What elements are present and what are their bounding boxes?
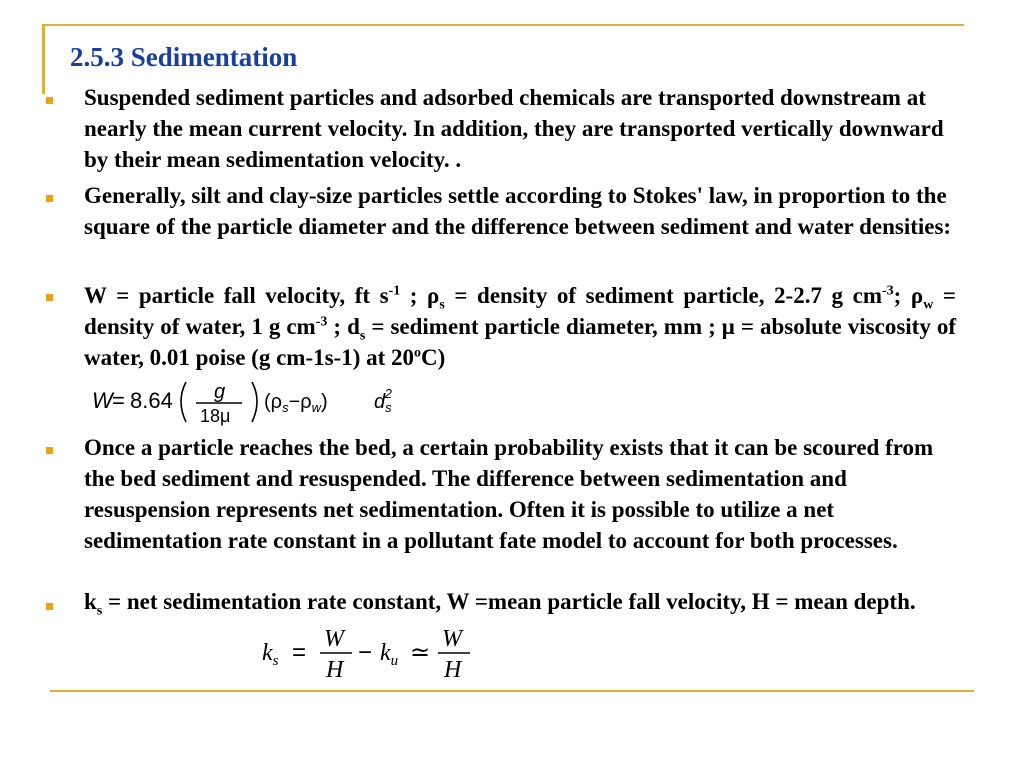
accent-line-left xyxy=(42,24,45,94)
bullet-marker xyxy=(46,603,53,610)
svg-text:W: W xyxy=(324,626,344,652)
svg-text:H: H xyxy=(444,657,462,683)
bullet-text-5: $k_s$ = net sedimentation rate constant, W =mean particle fall velocity, H = mean depth. xyxy=(84,589,916,619)
svg-text:≃: ≃ xyxy=(410,639,431,666)
formula-coefficient: 8.64 xyxy=(130,388,173,413)
formula-equals: = xyxy=(112,388,125,413)
slide-title: 2.5.3 Sedimentation xyxy=(70,42,298,72)
accent-line-top xyxy=(42,24,964,26)
bullet-text-3: W = particle fall velocity, ft $s^{-1}$ ; $\rho_s$ = density of sediment particle, 2-2.7 g $cm^{-3}$; $\rho_w$ = density of water, 1 g $cm^{-3}$ ; $d_s$ = sediment particle diameter, mm ; μ = absolute viscosity of water, 0.01 poise (g cm-1s-1) at 20$^o$C) xyxy=(84,283,957,370)
paren-left xyxy=(181,382,186,422)
formula-diameter: $d_s2$ xyxy=(374,386,392,415)
svg-text:ks: $k_s$ xyxy=(262,640,279,669)
bullet-text-1: Suspended sediment particles and adsorbed chemicals are transported downstream at nearly the mean current velocity. In addition, they are transported vertically downward by their mean sedimentation velocity. . xyxy=(84,85,944,172)
svg-text:(ρs−ρw): $(\rho_s-\rho_w)$ xyxy=(264,391,328,415)
stokes-law-formula xyxy=(92,376,412,432)
bullet-marker xyxy=(46,447,53,454)
svg-text:W: W xyxy=(442,626,462,652)
bullet-text-4: Once a particle reaches the bed, a certain probability exists that it can be scoured from the bed sediment and resuspended. The difference between sedimentation and resuspension represents net sedimentation. Often it is possible to utilize a net sedimentation rate constant in a pollutant fate model to account for both processes. xyxy=(84,435,934,553)
formula-denominator: 18μ xyxy=(200,406,231,426)
svg-text:H: H xyxy=(326,657,344,683)
net-sedimentation-formula xyxy=(262,624,477,689)
bullet-marker xyxy=(46,97,53,104)
svg-text:=: = xyxy=(292,639,307,666)
formula-numerator: g xyxy=(214,381,226,403)
bullet-text-2: Generally, silt and clay-size particles settle according to Stokes' law, in proportion to the square of the particle diameter and the difference between sediment and water densities: xyxy=(84,183,952,239)
svg-text:−: − xyxy=(358,639,373,666)
bullet-marker xyxy=(46,195,53,202)
accent-line-bottom xyxy=(50,690,974,692)
formula-w: W xyxy=(92,388,113,413)
svg-text:ku: $k_u$ xyxy=(380,640,399,669)
bullet-marker xyxy=(46,294,53,301)
paren-right xyxy=(252,382,257,422)
